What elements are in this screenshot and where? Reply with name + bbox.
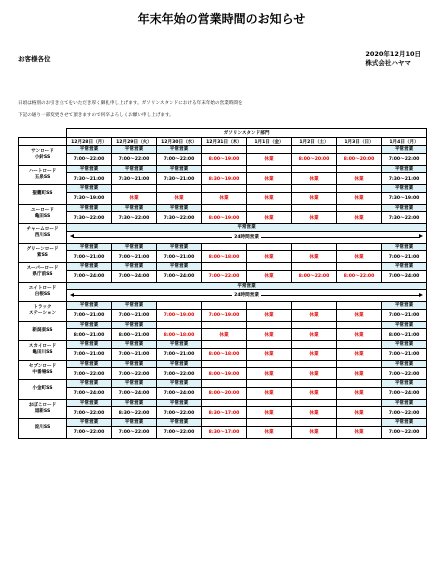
status-label: 平常営業 <box>157 243 202 251</box>
intro-line: 日頃は格別のお引き立てをいただき厚く御礼申し上げます。ガソリンスタンドにおける年末年始の営業時間を <box>18 101 243 106</box>
special-hours: 休業 <box>292 309 337 321</box>
status-label: 平常営業 <box>112 419 157 427</box>
special-hours: 休業 <box>247 192 292 204</box>
special-hours: 休業 <box>247 368 292 380</box>
special-hours: 休業 <box>292 329 337 341</box>
station-name-line: トラック <box>33 305 52 311</box>
status-label <box>247 185 292 193</box>
status-label: 平常営業 <box>112 380 157 388</box>
hours: 8:30〜22:00 <box>112 407 157 419</box>
special-hours: 休業 <box>337 329 382 341</box>
status-label: 平常営業 <box>382 321 427 329</box>
hours: 7:00〜21:00 <box>112 348 157 360</box>
open-24h-cell <box>67 231 427 243</box>
hours: 7:00〜22:00 <box>67 426 112 438</box>
status-label: 平常営業 <box>157 360 202 368</box>
status-label <box>202 341 247 349</box>
status-label <box>247 165 292 173</box>
status-label <box>292 360 337 368</box>
status-label: 平常営業 <box>112 204 157 212</box>
station-name <box>19 204 67 224</box>
station-name-line: 紫SS <box>36 252 48 258</box>
hours: 7:00〜22:00 <box>157 426 202 438</box>
station-name-line: 道新SS <box>34 408 51 414</box>
station-name-line: ハートロード <box>28 168 57 174</box>
span-arrow <box>67 290 426 301</box>
status-label: 平常営業 <box>382 146 427 154</box>
status-label <box>247 399 292 407</box>
special-hours: 休業 <box>247 270 292 282</box>
hours: 7:00〜24:00 <box>67 387 112 399</box>
status-label: 平常営業 <box>382 399 427 407</box>
special-hours: 8:00〜18:00 <box>202 251 247 263</box>
status-label <box>292 380 337 388</box>
status-label: 平常営業 <box>157 263 202 271</box>
hours: 7:30〜21:00 <box>112 173 157 185</box>
station-name-line: 新潟東SS <box>32 327 53 333</box>
special-hours: 休業 <box>247 251 292 263</box>
span-arrow <box>67 232 426 243</box>
special-hours: 7:00〜19:00 <box>157 309 202 321</box>
status-label <box>157 302 202 310</box>
hours: 7:00〜22:00 <box>67 407 112 419</box>
company-name: 株式会社ハヤマ <box>365 59 411 67</box>
special-hours: 休業 <box>247 426 292 438</box>
station-name-line: セブンロード <box>28 363 57 369</box>
special-hours: 休業 <box>247 212 292 224</box>
status-label: 平常営業 <box>382 419 427 427</box>
status-label: 平常営業 <box>112 360 157 368</box>
span-text-wrap <box>67 234 426 240</box>
status-label <box>247 146 292 154</box>
special-hours: 8:00〜19:00 <box>202 368 247 380</box>
status-label <box>202 243 247 251</box>
status-label <box>202 185 247 193</box>
status-label <box>202 399 247 407</box>
station-name-line: 小針SS <box>34 155 51 161</box>
status-label <box>157 185 202 193</box>
station-name <box>19 341 67 361</box>
station-name <box>19 146 67 166</box>
status-label: 平常営業 <box>112 263 157 271</box>
station-name-line: 聖籠町SS <box>32 191 53 197</box>
station-name <box>19 380 67 400</box>
corner-cell <box>19 129 67 138</box>
status-label: 平常営業 <box>67 321 112 329</box>
intro-line: 下記の通り一部変更させて頂きますので何卒よろしくお願い申し上げます。 <box>18 113 174 118</box>
station-name-line: ユーロード <box>31 207 54 213</box>
hours: 7:00〜22:00 <box>157 153 202 165</box>
special-hours: 休業 <box>292 407 337 419</box>
station-name <box>19 360 67 380</box>
special-hours: 8:00〜19:00 <box>202 153 247 165</box>
hours: 7:00〜22:00 <box>157 407 202 419</box>
status-label: 平常営業 <box>112 321 157 329</box>
hours: 7:00〜21:00 <box>382 309 427 321</box>
hours: 7:00〜22:00 <box>382 407 427 419</box>
status-label <box>337 165 382 173</box>
status-label <box>292 165 337 173</box>
intro-text <box>18 98 428 122</box>
status-label: 平常営業 <box>382 243 427 251</box>
status-label <box>292 263 337 271</box>
special-hours: 8:00〜20:00 <box>202 387 247 399</box>
status-label: 平常営業 <box>67 185 112 193</box>
status-label: 平常営業 <box>67 204 112 212</box>
station-name <box>19 399 67 419</box>
special-hours: 休業 <box>337 309 382 321</box>
hours: 7:00〜22:00 <box>112 426 157 438</box>
special-hours: 休業 <box>337 407 382 419</box>
hours: 7:00〜22:00 <box>67 153 112 165</box>
special-hours: 休業 <box>292 192 337 204</box>
status-label <box>337 204 382 212</box>
special-hours: 休業 <box>292 173 337 185</box>
open-24h-cell <box>67 290 427 302</box>
status-label: 平常営業 <box>67 419 112 427</box>
hours: 7:00〜21:00 <box>67 251 112 263</box>
status-label <box>292 146 337 154</box>
status-label <box>292 204 337 212</box>
hours: 7:00〜24:00 <box>382 387 427 399</box>
status-label: 平常営業 <box>67 165 112 173</box>
status-label <box>157 321 202 329</box>
station-name-line: サンロード <box>31 149 54 155</box>
status-label <box>337 399 382 407</box>
special-hours: 8:30〜17:00 <box>202 407 247 419</box>
status-label <box>337 380 382 388</box>
special-hours: 8:00〜20:00 <box>337 153 382 165</box>
station-name <box>19 224 67 244</box>
special-hours: 休業 <box>337 212 382 224</box>
special-hours: 休業 <box>247 309 292 321</box>
status-label <box>247 380 292 388</box>
status-label: 平常営業 <box>382 185 427 193</box>
status-label: 平常営業 <box>112 146 157 154</box>
station-name-line: チャームロード <box>26 227 59 233</box>
status-label <box>247 419 292 427</box>
status-label: 平常営業 <box>382 380 427 388</box>
hours: 7:00〜22:00 <box>67 368 112 380</box>
station-name <box>19 302 67 322</box>
special-hours: 休業 <box>337 348 382 360</box>
station-name <box>19 282 67 302</box>
special-hours: 7:00〜22:00 <box>202 270 247 282</box>
special-hours: 休業 <box>247 387 292 399</box>
status-label <box>292 243 337 251</box>
status-label <box>202 146 247 154</box>
day-header: 12月28日（月） <box>67 138 112 146</box>
status-label <box>337 243 382 251</box>
addressee: お客様各位 <box>18 55 51 63</box>
hours: 7:00〜21:00 <box>157 251 202 263</box>
status-label <box>292 321 337 329</box>
hours: 7:00〜22:00 <box>382 426 427 438</box>
hours: 7:00〜22:00 <box>382 153 427 165</box>
special-hours: 休業 <box>247 329 292 341</box>
special-hours: 8:00〜19:00 <box>202 212 247 224</box>
special-hours: 休業 <box>337 368 382 380</box>
station-name-line: 小金町SS <box>32 386 53 392</box>
status-label: 平常営業 <box>382 263 427 271</box>
station-name-line: エイトロード <box>28 285 57 291</box>
hours: 7:00〜24:00 <box>157 270 202 282</box>
day-header: 1月1日（金） <box>247 138 292 146</box>
station-name-line: ステーション <box>28 311 57 317</box>
status-label: 平常営業 <box>67 224 427 232</box>
special-hours: 8:30〜17:00 <box>202 426 247 438</box>
status-label <box>247 243 292 251</box>
status-label <box>292 185 337 193</box>
hours: 8:00〜21:00 <box>382 329 427 341</box>
status-label <box>202 360 247 368</box>
station-name-line: 西川SS <box>34 233 51 239</box>
document-title: 年末年始の営業時間のお知らせ <box>137 12 306 26</box>
hours: 7:30〜21:00 <box>382 173 427 185</box>
status-label <box>337 360 382 368</box>
status-label <box>247 302 292 310</box>
station-name-line: 白根SS <box>34 291 51 297</box>
status-label: 平常営業 <box>67 302 112 310</box>
hours: 7:00〜24:00 <box>157 387 202 399</box>
hours: 7:00〜22:00 <box>112 368 157 380</box>
hours: 7:00〜22:00 <box>112 153 157 165</box>
special-hours: 8:00〜18:00 <box>157 329 202 341</box>
special-hours: 休業 <box>337 426 382 438</box>
status-label <box>337 341 382 349</box>
hours: 8:00〜21:00 <box>67 329 112 341</box>
status-label: 平常営業 <box>67 282 427 290</box>
hours: 7:30〜22:00 <box>67 212 112 224</box>
status-label <box>337 263 382 271</box>
status-label <box>247 341 292 349</box>
station-name-line: 県庁前SS <box>32 272 53 278</box>
status-label <box>202 321 247 329</box>
day-header: 1月2日（土） <box>292 138 337 146</box>
hours: 7:30〜19:00 <box>67 192 112 204</box>
station-name <box>19 243 67 263</box>
status-label <box>337 302 382 310</box>
hours: 7:00〜21:00 <box>67 348 112 360</box>
station-name-line: グリーンロード <box>26 246 59 252</box>
issue-date: 2020年12月10日 <box>365 50 421 58</box>
special-hours: 休業 <box>337 387 382 399</box>
hours: 7:00〜21:00 <box>112 309 157 321</box>
special-hours: 休業 <box>337 192 382 204</box>
status-label: 平常営業 <box>382 165 427 173</box>
status-label <box>292 399 337 407</box>
hours: 7:00〜24:00 <box>112 270 157 282</box>
status-label: 平常営業 <box>157 341 202 349</box>
hours: 7:30〜21:00 <box>157 173 202 185</box>
status-label <box>202 419 247 427</box>
special-hours: 休業 <box>292 348 337 360</box>
day-header: 12月31日（木） <box>202 138 247 146</box>
station-name-line: スーパーロード <box>26 266 59 272</box>
special-hours: 休業 <box>247 348 292 360</box>
status-label: 平常営業 <box>67 243 112 251</box>
status-label: 平常営業 <box>157 146 202 154</box>
status-label: 平常営業 <box>67 146 112 154</box>
special-hours: 休業 <box>292 251 337 263</box>
station-name <box>19 165 67 185</box>
span-text: 24時間営業 <box>234 293 259 298</box>
status-label <box>247 321 292 329</box>
hours: 7:30〜19:00 <box>382 192 427 204</box>
special-hours: 7:00〜19:00 <box>202 309 247 321</box>
status-label: 平常営業 <box>382 302 427 310</box>
span-text-wrap <box>67 292 426 298</box>
hours: 7:30〜22:00 <box>112 212 157 224</box>
status-label: 平常営業 <box>112 341 157 349</box>
status-label: 平常営業 <box>157 165 202 173</box>
status-label: 平常営業 <box>67 360 112 368</box>
status-label <box>202 165 247 173</box>
hours: 7:00〜21:00 <box>157 348 202 360</box>
special-hours: 休業 <box>292 212 337 224</box>
hours: 7:00〜21:00 <box>382 348 427 360</box>
special-hours: 8:00〜18:00 <box>202 348 247 360</box>
status-label: 平常営業 <box>67 341 112 349</box>
status-label: 平常営業 <box>157 204 202 212</box>
status-label: 平常営業 <box>67 399 112 407</box>
status-label: 平常営業 <box>112 399 157 407</box>
special-hours: 8:00〜20:00 <box>292 153 337 165</box>
station-name <box>19 263 67 283</box>
station-name-line: おぼこロード <box>28 402 57 408</box>
hours: 7:00〜24:00 <box>382 270 427 282</box>
special-hours: 休業 <box>112 192 157 204</box>
special-hours: 8:00〜22:00 <box>292 270 337 282</box>
station-name-line: 亀田SS <box>34 213 51 219</box>
status-label: 平常営業 <box>157 419 202 427</box>
status-label: 平常営業 <box>67 380 112 388</box>
department-header: ガソリンスタンド部門 <box>67 129 427 138</box>
hours: 7:00〜22:00 <box>382 368 427 380</box>
station-name-line: 中番場SS <box>32 369 53 375</box>
issuer-block <box>365 50 421 68</box>
station-name <box>19 419 67 439</box>
special-hours: 休業 <box>247 173 292 185</box>
status-label <box>247 360 292 368</box>
status-label: 平常営業 <box>157 380 202 388</box>
hours: 7:00〜22:00 <box>157 368 202 380</box>
hours: 7:00〜21:00 <box>67 309 112 321</box>
hours: 7:00〜24:00 <box>67 270 112 282</box>
hours: 7:00〜21:00 <box>112 251 157 263</box>
status-label: 平常営業 <box>112 302 157 310</box>
day-header: 12月30日（水） <box>157 138 202 146</box>
status-label <box>292 302 337 310</box>
status-label: 平常営業 <box>112 165 157 173</box>
special-hours: 休業 <box>337 173 382 185</box>
special-hours: 休業 <box>202 329 247 341</box>
status-label: 平常営業 <box>67 263 112 271</box>
special-hours: 休業 <box>337 251 382 263</box>
status-label <box>112 185 157 193</box>
status-label: 平常営業 <box>382 341 427 349</box>
status-label <box>202 204 247 212</box>
status-label <box>337 419 382 427</box>
status-label: 平常営業 <box>157 399 202 407</box>
day-header: 1月3日（日） <box>337 138 382 146</box>
hours: 7:00〜21:00 <box>382 251 427 263</box>
span-text: 24時間営業 <box>234 234 259 240</box>
status-label <box>337 146 382 154</box>
status-label <box>292 341 337 349</box>
station-name <box>19 185 67 205</box>
corner-cell <box>19 138 67 146</box>
station-name-line: 淀川SS <box>34 425 51 431</box>
hours: 7:30〜22:00 <box>157 212 202 224</box>
hours-table <box>18 128 427 439</box>
status-label <box>202 263 247 271</box>
day-header: 12月29日（火） <box>112 138 157 146</box>
day-header: 1月4日（月） <box>382 138 427 146</box>
special-hours: 8:30〜19:00 <box>202 173 247 185</box>
special-hours: 8:00〜22:00 <box>337 270 382 282</box>
status-label: 平常営業 <box>382 204 427 212</box>
hours: 7:00〜24:00 <box>112 387 157 399</box>
status-label <box>337 185 382 193</box>
hours: 7:30〜21:00 <box>67 173 112 185</box>
special-hours: 休業 <box>292 426 337 438</box>
station-name-line: 五泉SS <box>34 174 51 180</box>
special-hours: 休業 <box>202 192 247 204</box>
station-name-line: 亀田川SS <box>32 350 53 356</box>
special-hours: 休業 <box>292 387 337 399</box>
special-hours: 休業 <box>247 407 292 419</box>
station-name <box>19 321 67 341</box>
special-hours: 休業 <box>247 153 292 165</box>
hours: 8:00〜21:00 <box>112 329 157 341</box>
status-label: 平常営業 <box>112 243 157 251</box>
special-hours: 休業 <box>157 192 202 204</box>
hours: 7:30〜22:00 <box>382 212 427 224</box>
status-label <box>337 321 382 329</box>
status-label <box>247 263 292 271</box>
status-label: 平常営業 <box>382 360 427 368</box>
status-label <box>292 419 337 427</box>
special-hours: 休業 <box>292 368 337 380</box>
status-label <box>202 302 247 310</box>
status-label <box>247 204 292 212</box>
status-label <box>202 380 247 388</box>
station-name-line: スカイロード <box>28 344 57 350</box>
